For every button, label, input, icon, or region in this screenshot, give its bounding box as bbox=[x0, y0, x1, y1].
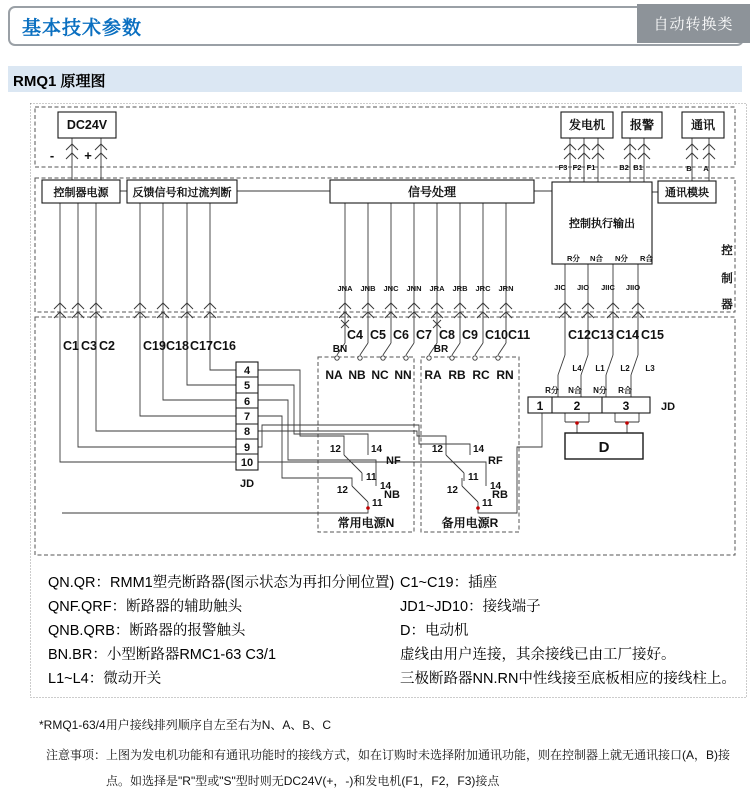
ctl-char-0: 控 bbox=[721, 245, 733, 257]
notice-body: 上图为发电机功能和有通讯功能时的接线方式，如在订购时未选择附加通讯功能，则在控制器上就无通讯接口(A，B)接点。如选择是"R"型或"S"型时则无DC24V(+，-)和发电机(F1，F2，F3)接点 bbox=[106, 748, 731, 788]
l3: L3 bbox=[645, 364, 655, 373]
rb-11: 11 bbox=[482, 498, 493, 509]
ctl-char-2: 器 bbox=[721, 299, 733, 311]
jn-3: JNN bbox=[406, 284, 422, 293]
out-1: N合 bbox=[590, 254, 603, 263]
legend-line: C1~C19：插座 bbox=[400, 575, 498, 591]
c8: C8 bbox=[439, 328, 455, 342]
c11: C11 bbox=[508, 328, 531, 342]
nn: NN bbox=[394, 368, 412, 382]
footnote-notice bbox=[46, 742, 746, 794]
out-3: R合 bbox=[640, 254, 653, 263]
out2-2: N分 bbox=[593, 386, 607, 395]
left-wires bbox=[60, 203, 236, 462]
ra: RA bbox=[424, 368, 442, 382]
nf-11: 11 bbox=[366, 472, 377, 483]
feedback-label: 反馈信号和过流判断 bbox=[132, 187, 232, 199]
top-wires bbox=[72, 138, 709, 182]
bn-br-labels bbox=[333, 344, 449, 355]
controller-vertical-label bbox=[720, 243, 733, 311]
alarm-label: 报警 bbox=[629, 118, 655, 132]
c5: C5 bbox=[370, 328, 386, 342]
jn-6: JRC bbox=[475, 284, 491, 293]
legend-line: JD1~JD10：接线端子 bbox=[400, 599, 541, 615]
rf-name: RF bbox=[488, 455, 503, 467]
micro-switch-labels bbox=[545, 364, 655, 395]
jn-4: JRA bbox=[429, 284, 445, 293]
nb-name: NB bbox=[384, 489, 400, 501]
backup-power-label: 备用电源R bbox=[441, 516, 499, 530]
nc: NC bbox=[371, 368, 389, 382]
l1: L1 bbox=[595, 364, 605, 373]
signal-wires bbox=[345, 203, 506, 343]
c14: C14 bbox=[616, 328, 639, 342]
jd-routes bbox=[258, 370, 486, 486]
notice-label: 注意事项： bbox=[46, 748, 107, 762]
rf-14: 14 bbox=[473, 444, 485, 455]
c16: C16 bbox=[213, 339, 236, 353]
out-0: R分 bbox=[567, 254, 580, 263]
category-tab[interactable]: 自动转换类 bbox=[637, 4, 750, 43]
c7: C7 bbox=[416, 328, 432, 342]
out-2: N分 bbox=[615, 254, 628, 263]
jout-3: JIIO bbox=[625, 283, 641, 292]
c19: C19 bbox=[143, 339, 166, 353]
c3: C3 bbox=[81, 339, 97, 353]
socket-circles bbox=[335, 356, 500, 360]
c10: C10 bbox=[485, 328, 508, 342]
jd-left-label: JD bbox=[239, 478, 255, 490]
comm-b-label: B bbox=[686, 164, 692, 173]
generator-label: 发电机 bbox=[568, 118, 606, 132]
legend-line: 三极断路器NN.RN中性线接至底板相应的接线柱上。 bbox=[400, 671, 736, 687]
jout-2: JIIC bbox=[601, 283, 615, 292]
jd-right-label: JD bbox=[661, 401, 676, 413]
c1: C1 bbox=[63, 339, 79, 353]
rf-11: 11 bbox=[468, 472, 479, 483]
plug-slants bbox=[337, 343, 506, 355]
l4: L4 bbox=[572, 364, 582, 373]
jd-right-block bbox=[528, 397, 650, 413]
l2: L2 bbox=[620, 364, 630, 373]
jdl-10: 10 bbox=[240, 457, 254, 469]
b1-label: B1 bbox=[633, 163, 643, 172]
legend-line: 虚线由用户连接，其余接线已由工厂接好。 bbox=[400, 647, 676, 663]
ctl-char-1: 制 bbox=[721, 273, 733, 285]
pole-labels bbox=[325, 368, 513, 382]
c6: C6 bbox=[393, 328, 409, 342]
f2-label: F2 bbox=[572, 163, 582, 172]
legend-line: BN.BR：小型断路器RMC1-63 C3/1 bbox=[48, 647, 277, 663]
jn-1: JNB bbox=[360, 284, 376, 293]
c4: C4 bbox=[347, 328, 363, 342]
c13: C13 bbox=[591, 328, 614, 342]
signal-label: 信号处理 bbox=[407, 185, 457, 199]
nb-14: 14 bbox=[380, 481, 392, 492]
br-label: BR bbox=[433, 344, 449, 355]
jdr-1: 1 bbox=[536, 399, 544, 413]
b2-label: B2 bbox=[619, 163, 629, 172]
ctrl-power-label: 控制器电源 bbox=[53, 187, 109, 199]
comm-a-label: A bbox=[703, 164, 709, 173]
motor-label: D bbox=[598, 439, 610, 456]
f1-label: F1 bbox=[586, 163, 596, 172]
c17: C17 bbox=[190, 339, 213, 353]
legend-line: QN.QR：RMM1塑壳断路器(图示状态为再扣分闸位置) bbox=[48, 575, 395, 591]
rb-12: 12 bbox=[446, 485, 458, 496]
jout-0: JIC bbox=[554, 283, 566, 292]
rb-name: RB bbox=[492, 489, 508, 501]
legend-right bbox=[400, 571, 736, 691]
bn-label: BN bbox=[332, 344, 348, 355]
c9: C9 bbox=[462, 328, 478, 342]
c12: C12 bbox=[568, 328, 591, 342]
nf-name: NF bbox=[386, 455, 401, 467]
jn-0: JNA bbox=[337, 284, 353, 293]
jdl-8: 8 bbox=[243, 426, 251, 438]
nb-11: 11 bbox=[372, 498, 383, 509]
jn-2: JNC bbox=[383, 284, 399, 293]
na: NA bbox=[325, 368, 343, 382]
jdl-6: 6 bbox=[243, 396, 251, 408]
ctrl-output-label: 控制执行输出 bbox=[569, 218, 635, 230]
jout-1: JIO bbox=[576, 283, 590, 292]
jn-7: JRN bbox=[498, 284, 514, 293]
jdr-3: 3 bbox=[622, 399, 630, 413]
rn: RN bbox=[496, 368, 514, 382]
section-title: RMQ1 原理图 bbox=[13, 73, 106, 90]
jdl-5: 5 bbox=[243, 380, 251, 392]
plus-label: + bbox=[84, 148, 92, 163]
normal-power-label: 常用电源N bbox=[337, 516, 395, 530]
jn-labels bbox=[337, 284, 513, 293]
comm-label: 通讯 bbox=[690, 118, 716, 132]
rc: RC bbox=[472, 368, 490, 382]
jdl-4: 4 bbox=[243, 365, 251, 377]
rb-14: 14 bbox=[490, 481, 502, 492]
component-labels bbox=[53, 117, 716, 530]
footnote-star: *RMQ1-63/4用户接线排列顺序自左至右为N、A、B、C bbox=[39, 718, 332, 732]
legend-line: QNB.QRB：断路器的报警触头 bbox=[48, 623, 246, 639]
legend-left bbox=[48, 571, 394, 691]
jdl-9: 9 bbox=[243, 442, 251, 454]
rf-12: 12 bbox=[431, 444, 443, 455]
nf-12: 12 bbox=[329, 444, 341, 455]
jn-5: JRB bbox=[452, 284, 468, 293]
jdr-2: 2 bbox=[573, 399, 581, 413]
nf-14: 14 bbox=[371, 444, 383, 455]
rb: RB bbox=[448, 368, 466, 382]
n-contacts bbox=[62, 455, 368, 513]
jdl-7: 7 bbox=[243, 411, 251, 423]
top-terminal-labels bbox=[50, 148, 709, 173]
c15: C15 bbox=[641, 328, 664, 342]
dc24v-label: DC24V bbox=[66, 118, 108, 132]
nb-12: 12 bbox=[336, 485, 348, 496]
contact-numbers bbox=[330, 444, 508, 509]
comm-module-label: 通讯模块 bbox=[665, 187, 709, 199]
legend-line: D：电动机 bbox=[400, 623, 469, 639]
out2-1: N合 bbox=[568, 386, 582, 395]
c2: C2 bbox=[99, 339, 115, 353]
f3-label: F3 bbox=[558, 163, 568, 172]
jout-labels bbox=[554, 283, 640, 292]
minus-label: - bbox=[49, 148, 55, 163]
out2-3: R合 bbox=[618, 386, 632, 395]
nb: NB bbox=[348, 368, 366, 382]
legend-line: QNF.QRF：断路器的辅助触头 bbox=[48, 599, 243, 615]
page-title: 基本技术参数 bbox=[22, 18, 143, 39]
legend-line: L1~L4：微动开关 bbox=[48, 671, 162, 687]
c18: C18 bbox=[166, 339, 189, 353]
out2-0: R分 bbox=[545, 386, 559, 395]
